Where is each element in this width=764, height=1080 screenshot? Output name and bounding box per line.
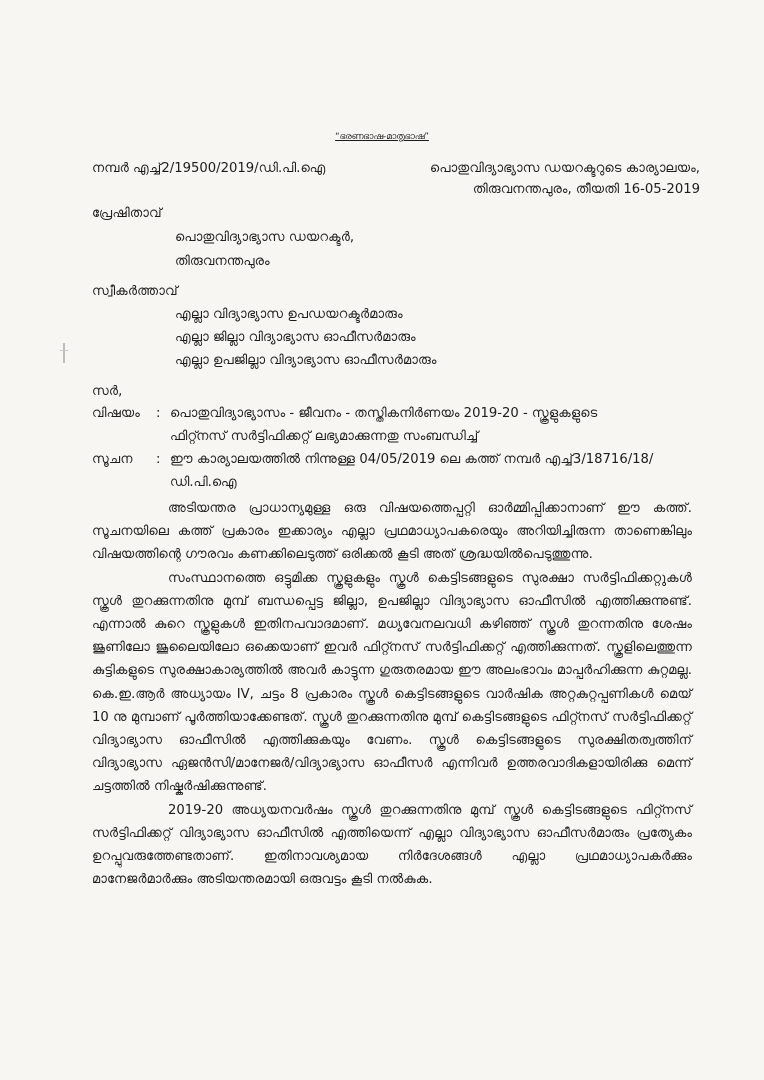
- reference-row: [92, 451, 653, 469]
- sender-label: പ്രേഷിതാവ്: [92, 206, 162, 221]
- sender-line: പൊതുവിദ്യാഭ്യാസ ഡയറക്ടർ,: [175, 230, 355, 245]
- scan-mark: [63, 343, 65, 363]
- subject-line: പൊതുവിദ്യാഭ്യാസം - ജീവനം - തസ്തികനിർണയം 2019-20 - സ്കൂളുകളുടെ: [170, 406, 598, 421]
- subject-colon: :: [156, 406, 161, 421]
- subject-label: വിഷയം: [92, 406, 140, 421]
- slogan: “ഭരണഭാഷ-മാതൃഭാഷ”: [335, 132, 429, 142]
- sender-line: തിരുവനന്തപുരം: [175, 254, 270, 269]
- subject-line: ഫിറ്റ്നസ് സർട്ടിഫിക്കറ്റ് ലഭ്യമാക്കുന്നതു സംബന്ധിച്ച്: [170, 429, 479, 444]
- recipient-line: എല്ലാ ജില്ലാ വിദ്യാഭ്യാസ ഓഫീസർമാരും: [175, 330, 416, 345]
- reference-label: സൂചന: [92, 452, 133, 467]
- reference-colon: :: [156, 452, 161, 467]
- body-paragraph: അടിയന്തര പ്രാധാന്യമുള്ള ഒരു വിഷയത്തെപ്പറ്റി ഓർമ്മിപ്പിക്കാനാണ് ഈ കത്ത്. സൂചനയിലെ കത്ത് പ്രകാരം ഇക്കാര്യം എല്ലാ പ്രഥമാധ്യാപകരെയും അറിയിച്ചിരുന്ന താണെങ്കിലും വിഷയത്തിന്റെ ഗൗരവം കണക്കിലെടുത്ത് ഒരിക്കൽ കൂടി അത് ശ്രദ്ധയിൽപെടുത്തുന്നു.: [92, 501, 692, 563]
- reference-line: ഡി.പി.ഐ: [170, 475, 237, 490]
- recipient-label: സ്വീകർത്താവ്: [92, 284, 178, 299]
- subject-row: [92, 405, 597, 423]
- scan-mark: [60, 350, 68, 351]
- salutation: സർ,: [92, 384, 123, 399]
- letter-body: [92, 497, 692, 891]
- office-place-date: തിരുവനന്തപുരം, തീയതി 16-05-2019: [472, 182, 700, 197]
- office-name: പൊതുവിദ്യാഭ്യാസ ഡയറക്ടറുടെ കാര്യാലയം,: [429, 161, 700, 176]
- body-paragraph: 2019-20 അധ്യയനവർഷം സ്കൂൾ തുറക്കുന്നതിനു മുമ്പ് സ്കൂൾ കെട്ടിടങ്ങളുടെ ഫിറ്റ്നസ് സർട്ടിഫിക്കറ്റ് വിദ്യാഭ്യാസ ഓഫീസിൽ എത്തിയെന്ന് എല്ലാ വിദ്യാഭ്യാസ ഓഫീസർമാരും പ്രത്യേകം ഉറപ്പുവരുത്തേണ്ടതാണ്. ഇതിനാവശ്യമായ നിർദേശങ്ങൾ എല്ലാ പ്രഥമാധ്യാപകർക്കും മാനേജർമാർക്കും അടിയന്തരമായി ഒരുവട്ടം കൂടി നൽകുക.: [92, 802, 692, 888]
- reference-line: ഈ കാര്യാലയത്തിൽ നിന്നുള്ള 04/05/2019 ലെ കത്ത് നമ്പർ എച്ച്3/18716/18/: [170, 452, 654, 467]
- recipient-line: എല്ലാ വിദ്യാഭ്യാസ ഉപഡയറക്ടർമാരും: [175, 307, 403, 322]
- recipient-line: എല്ലാ ഉപജില്ലാ വിദ്യാഭ്യാസ ഓഫീസർമാരും: [175, 353, 437, 368]
- reference-number: നമ്പർ എച്ച്2/19500/2019/ഡി.പി.ഐ: [92, 161, 326, 176]
- body-paragraph: സംസ്ഥാനത്തെ ഒട്ടുമിക്ക സ്കൂളുകളും സ്കൂൾ കെട്ടിടങ്ങളുടെ സുരക്ഷാ സർട്ടിഫിക്കറ്റുകൾ സ്കൂൾ തുറക്കുന്നതിനു മുമ്പ് ബന്ധപ്പെട്ട ജില്ലാ, ഉപജില്ലാ വിദ്യാഭ്യാസ ഓഫീസിൽ എത്തിക്കുന്നുണ്ട്. എന്നാൽ കുറെ സ്കൂളുകൾ ഇതിനപവാദമാണ്. മധ്യവേനലവധി കഴിഞ്ഞ് സ്കൂൾ തുറന്നതിനു ശേഷം ജൂണിലോ ജൂലൈയിലോ ഒക്കെയാണ് ഇവർ ഫിറ്റ്നസ് സർട്ടിഫിക്കറ്റ് എത്തിക്കുന്നത്. സ്കൂളിലെത്തുന്ന കുട്ടികളുടെ സുരക്ഷാകാര്യത്തിൽ അവർ കാട്ടുന്ന ഗുരുതരമായ ഈ അലംഭാവം മാപ്പർഹിക്കുന്ന കുറ്റമല്ല. കെ.ഇ.ആർ അധ്യായം IV, ചട്ടം 8 പ്രകാരം സ്കൂൾ കെട്ടിടങ്ങളുടെ വാർഷിക അറ്റകുറ്റപ്പണികൾ മെയ് 10 നു മുമ്പാണ് പൂർത്തിയാക്കേണ്ടത്. സ്കൂൾ തുറക്കുന്നതിനു മുമ്പ് കെട്ടിടങ്ങളുടെ ഫിറ്റ്നസ് സർട്ടിഫിക്കറ്റ് വിദ്യാഭ്യാസ ഓഫീസിൽ എത്തിക്കുകയും വേണം. സ്കൂൾ കെട്ടിടങ്ങളുടെ സുരക്ഷിതത്വത്തിന് വിദ്യാഭ്യാസ ഏജൻസി/മാനേജർ/വിദ്യാഭ്യാസ ഓഫീസർ എന്നിവർ ഉത്തരവാദികളായിരിക്കു മെന്ന് ചട്ടത്തിൽ നിഷ്കർഷിക്കുന്നുണ്ട്.: [92, 570, 692, 795]
